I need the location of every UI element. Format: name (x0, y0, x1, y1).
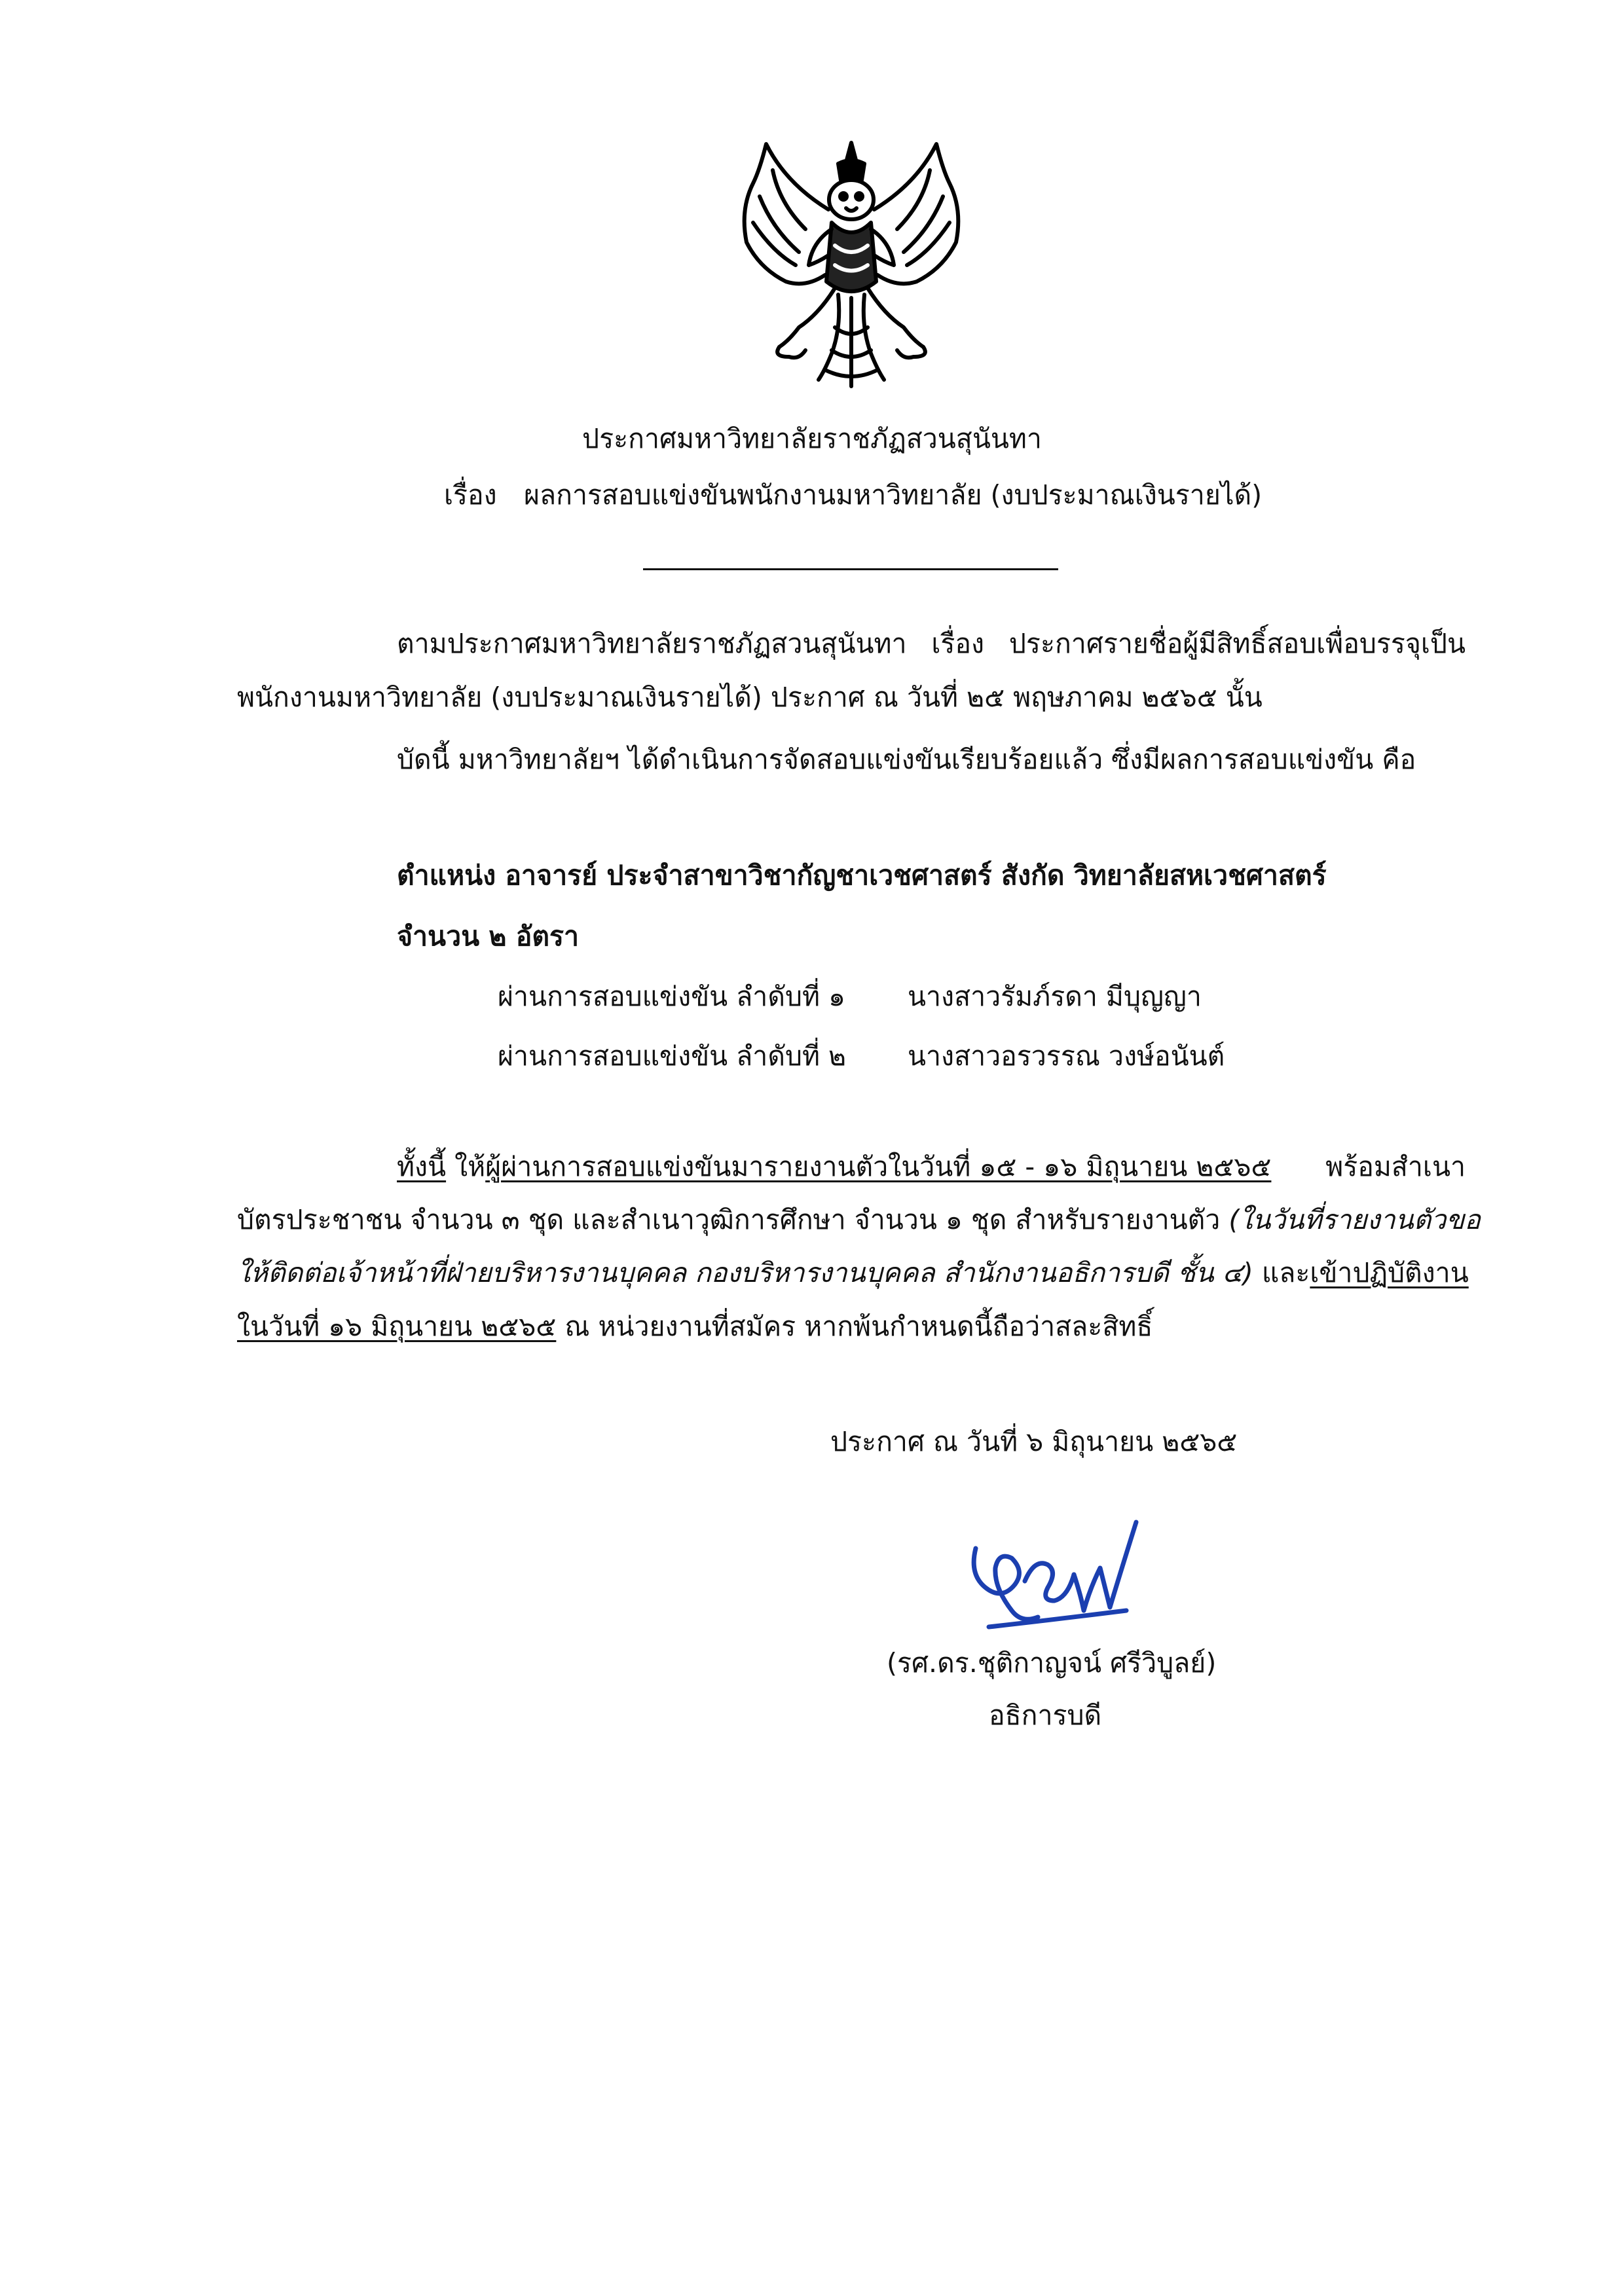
paragraph-1-line-1 (397, 624, 1466, 663)
position-count: จำนวน ๒ อัตรา (397, 920, 579, 952)
notice-line-3 (237, 1253, 1469, 1292)
handwritten-signature-icon (950, 1496, 1146, 1640)
result-name-1: นางสาวรัมภ์รดา มีบุญญา (908, 981, 1202, 1012)
para1-word: ตามประกาศมหาวิทยาลัยราชภัฏสวนสุนันทา (397, 628, 907, 659)
notice-start-work: เข้าปฏิบัติงาน (1310, 1257, 1469, 1288)
notice-forfeit: ณ หน่วยงานที่สมัคร หากพ้นกำหนดนี้ถือว่าสละสิทธิ์ (556, 1311, 1153, 1342)
header-divider (643, 568, 1058, 570)
notice-report-date: ผู้ผ่านการสอบแข่งขันมารายงานตัวในวันที่ ๑๕ - ๑๖ มิถุนายน ๒๕๖๕ (485, 1151, 1272, 1182)
subject-text: ผลการสอบแข่งขันพนักงานมหาวิทยาลัย (งบประมาณเงินรายได้) (524, 479, 1263, 511)
notice-line-1 (397, 1147, 1466, 1186)
paragraph-2: บัดนี้ มหาวิทยาลัยฯ ได้ดำเนินการจัดสอบแข่งขันเรียบร้อยแล้ว ซึ่งมีผลการสอบแข่งขัน คือ (397, 744, 1416, 775)
notice-contact-start: (ในวันที่รายงานตัวขอ (1228, 1204, 1481, 1235)
signatory-title: อธิการบดี (989, 1700, 1102, 1731)
result-name-2: นางสาวอรวรรณ วงษ์อนันต์ (908, 1040, 1225, 1072)
notice-copy: พร้อมสำเนา (1325, 1151, 1466, 1182)
para1-word: เรื่อง (931, 628, 985, 659)
notice-documents: บัตรประชาชน จำนวน ๓ ชุด และสำเนาวุฒิการศึกษา จำนวน ๑ ชุด สำหรับรายงานตัว (237, 1204, 1229, 1235)
notice-start-date: ในวันที่ ๑๖ มิถุนายน ๒๕๖๕ (237, 1311, 557, 1342)
announcement-date: ประกาศ ณ วันที่ ๖ มิถุนายน ๒๕๖๕ (830, 1426, 1238, 1457)
notice-line-4 (237, 1307, 1153, 1346)
position-title: ตำแหน่ง อาจารย์ ประจำสาขาวิชากัญชาเวชศาสตร์ สังกัด วิทยาลัยสหเวชศาสตร์ (397, 860, 1327, 891)
notice-thus: ทั้งนี้ (397, 1151, 447, 1182)
notice-contact: ให้ติดต่อเจ้าหน้าที่ฝ่ายบริหารงานบุคคล กองบริหารงานบุคคล สำนักงานอธิการบดี ชั้น ๔) (237, 1257, 1253, 1288)
garuda-emblem-icon (727, 131, 976, 393)
result-rank-2: ผ่านการสอบแข่งขัน ลำดับที่ ๒ (498, 1040, 847, 1072)
paragraph-1-line-2: พนักงานมหาวิทยาลัย (งบประมาณเงินรายได้) ประกาศ ณ วันที่ ๒๕ พฤษภาคม ๒๕๖๕ นั้น (237, 682, 1263, 713)
announcement-title: ประกาศมหาวิทยาลัยราชภัฏสวนสุนันทา (582, 423, 1042, 454)
signatory-name: (รศ.ดร.ชุติกาญจน์ ศรีวิบูลย์) (887, 1647, 1217, 1679)
para1-word: ประกาศรายชื่อผู้มีสิทธิ์สอบเพื่อบรรจุเป็น (1008, 628, 1466, 659)
notice-and: และ (1253, 1257, 1310, 1288)
result-rank-1: ผ่านการสอบแข่งขัน ลำดับที่ ๑ (498, 981, 846, 1012)
notice-let: ให้ (446, 1151, 486, 1182)
notice-line-2 (237, 1200, 1481, 1239)
subject-label: เรื่อง (444, 479, 497, 511)
